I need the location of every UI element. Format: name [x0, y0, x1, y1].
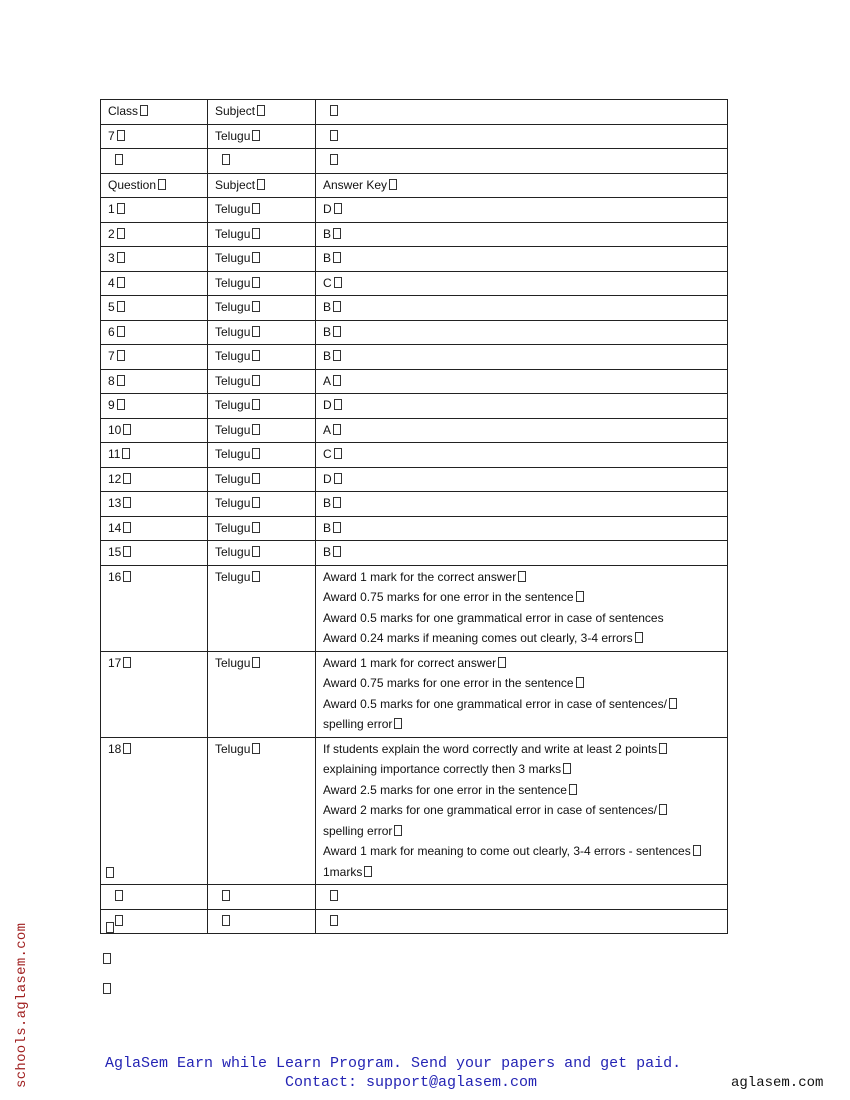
answer-line-text: B [323, 226, 332, 241]
class-cell [101, 173, 208, 198]
subject-cell-text: Telugu [215, 422, 251, 437]
table-row [101, 320, 728, 345]
page-mark [103, 953, 111, 964]
question-number-cell-text: 2 [108, 226, 115, 241]
placeholder-glyph-icon [569, 784, 577, 795]
placeholder-glyph-icon [140, 105, 148, 116]
answer-key-cell [316, 492, 728, 517]
placeholder-glyph-icon [669, 698, 677, 709]
table-row [101, 369, 728, 394]
class-cell-text: Class [108, 104, 139, 118]
question-number-cell [101, 651, 208, 737]
placeholder-glyph-icon [117, 350, 125, 361]
placeholder-glyph-icon [252, 448, 260, 459]
answer-key-cell [316, 296, 728, 321]
answer-line-text: Award 1 mark for correct answer [323, 655, 497, 670]
answer-key-cell [316, 394, 728, 419]
subject-cell-text: Telugu [215, 202, 251, 216]
placeholder-glyph-icon [334, 448, 342, 459]
subject-cell [208, 222, 316, 247]
answer-line [323, 297, 727, 318]
answer-line [323, 653, 727, 674]
answer-line [323, 248, 727, 269]
answer-key-cell [316, 651, 728, 737]
answer-line [323, 518, 727, 539]
answer-line-text: B [323, 496, 332, 510]
question-number-cell-text: 7 [108, 349, 115, 363]
placeholder-glyph-icon [252, 375, 260, 386]
subject-cell [208, 271, 316, 296]
table-row [101, 296, 728, 321]
placeholder-glyph-icon [252, 228, 260, 239]
subject-cell-text: Telugu [215, 324, 251, 339]
page-mark [103, 983, 111, 994]
answer-line [323, 821, 727, 842]
answer-line-text: D [323, 202, 332, 216]
answer-key-table [100, 99, 728, 934]
placeholder-glyph-icon [252, 522, 260, 533]
placeholder-glyph-icon [334, 473, 342, 484]
table-row [101, 737, 728, 885]
answer-line [323, 759, 727, 780]
subject-cell [208, 418, 316, 443]
question-number-cell-text: 1 [108, 202, 115, 216]
subject-cell-text: Telugu [215, 398, 251, 412]
table-row [101, 492, 728, 517]
placeholder-glyph-icon [252, 399, 260, 410]
answer-line-text: Award 2 marks for one grammatical error in case of sentences/ [323, 803, 657, 817]
question-number-cell-text: 11 [108, 447, 121, 461]
placeholder-glyph-icon [252, 571, 260, 582]
footer-contact-text[interactable]: Contact: support@aglasem.com [285, 1074, 538, 1091]
subject-cell-text: Telugu [215, 471, 251, 486]
side-watermark: schools.aglasem.com [14, 922, 30, 1088]
subject-cell-text: Telugu [215, 569, 251, 584]
placeholder-glyph-icon [389, 179, 397, 190]
answer-line-text: If students explain the word correctly and write at least 2 points [323, 741, 658, 756]
placeholder-glyph-icon [364, 866, 372, 877]
empty-cell [208, 909, 316, 934]
subject-cell-text: Telugu [215, 226, 251, 241]
placeholder-glyph-icon [252, 326, 260, 337]
placeholder-glyph-icon [123, 657, 131, 668]
answer-line-text: Award 1 mark for meaning to come out clearly, 3-4 errors - sentences [323, 844, 691, 858]
placeholder-glyph-icon [334, 399, 342, 410]
answer-line-text: spelling error [323, 717, 393, 731]
subject-cell [208, 369, 316, 394]
class-cell-text: Question [108, 177, 157, 192]
placeholder-glyph-icon [333, 301, 341, 312]
answer-key-cell [316, 247, 728, 272]
question-number-cell [101, 467, 208, 492]
question-number-cell-text: 14 [108, 520, 122, 535]
empty-cell [316, 885, 728, 910]
subject-cell [208, 737, 316, 885]
placeholder-glyph-icon [330, 105, 338, 116]
question-number-cell-text: 17 [108, 655, 122, 670]
question-number-cell-text: 3 [108, 251, 115, 265]
answer-line-text: B [323, 349, 332, 363]
subject-cell-text: Telugu [215, 496, 251, 510]
subject-cell [208, 467, 316, 492]
question-number-cell-text: 15 [108, 545, 122, 559]
answer-line [323, 587, 727, 608]
answer-line [323, 224, 727, 245]
subject-cell-text: Telugu [215, 655, 251, 670]
question-number-cell [101, 737, 208, 885]
answer-line [323, 628, 727, 649]
answer-line [323, 493, 727, 514]
answer-line-text: D [323, 398, 332, 412]
answer-key-cell [316, 222, 728, 247]
answer-key-cell [316, 271, 728, 296]
empty-cell [316, 149, 728, 174]
class-cell [101, 124, 208, 149]
question-number-cell-text: 8 [108, 373, 115, 388]
empty-cell [316, 909, 728, 934]
placeholder-glyph-icon [252, 252, 260, 263]
question-number-cell [101, 418, 208, 443]
subject-cell [208, 198, 316, 223]
answer-line-text: 1marks [323, 864, 363, 879]
subject-cell [208, 443, 316, 468]
answer-key-cell [316, 369, 728, 394]
column-header-row [101, 173, 728, 198]
answer-line [323, 739, 727, 760]
subject-cell [208, 320, 316, 345]
answer-key-cell [316, 467, 728, 492]
placeholder-glyph-icon [394, 825, 402, 836]
table-row [101, 467, 728, 492]
answer-line [323, 542, 727, 563]
table-row [101, 541, 728, 566]
placeholder-glyph-icon [158, 179, 166, 190]
answer-line-text: A [323, 422, 332, 437]
question-number-cell [101, 320, 208, 345]
question-number-cell [101, 296, 208, 321]
answer-line-text: B [323, 300, 332, 314]
question-number-cell-text: 6 [108, 324, 115, 339]
answer-line-text: Award 0.24 marks if meaning comes out clearly, 3-4 errors [323, 631, 633, 645]
subject-cell-text: Subject [215, 104, 256, 118]
table-row [101, 247, 728, 272]
answer-key-cell [316, 516, 728, 541]
info-cell [316, 173, 728, 198]
answer-line [323, 567, 727, 588]
subject-cell-text: Telugu [215, 128, 251, 143]
placeholder-glyph-icon [576, 677, 584, 688]
placeholder-glyph-icon [576, 591, 584, 602]
subject-cell [208, 296, 316, 321]
question-number-cell-text: 9 [108, 398, 115, 412]
answer-line-text: B [323, 324, 332, 339]
answer-key-table-body [101, 100, 728, 934]
table-row [101, 222, 728, 247]
question-number-cell-text: 5 [108, 300, 115, 314]
empty-cell [101, 885, 208, 910]
question-number-cell [101, 565, 208, 651]
answer-line-text: B [323, 545, 332, 559]
empty-row [101, 909, 728, 934]
placeholder-glyph-icon [333, 522, 341, 533]
placeholder-glyph-icon [117, 326, 125, 337]
subject-cell-text: Telugu [215, 447, 251, 461]
subject-cell-text: Telugu [215, 300, 251, 314]
subject-cell-text: Subject [215, 177, 256, 192]
answer-key-cell [316, 345, 728, 370]
placeholder-glyph-icon [252, 277, 260, 288]
placeholder-glyph-icon [123, 497, 131, 508]
answer-line [323, 420, 727, 441]
placeholder-glyph-icon [635, 632, 643, 643]
subject-cell [208, 247, 316, 272]
placeholder-glyph-icon [330, 890, 338, 901]
placeholder-glyph-icon [333, 497, 341, 508]
empty-cell [101, 149, 208, 174]
placeholder-glyph-icon [117, 277, 125, 288]
header-row [101, 124, 728, 149]
placeholder-glyph-icon [123, 546, 131, 557]
subject-cell [208, 124, 316, 149]
subject-cell [208, 516, 316, 541]
placeholder-glyph-icon [222, 915, 230, 926]
subject-cell-text: Telugu [215, 275, 251, 290]
subject-cell-text: Telugu [215, 545, 251, 559]
table-row [101, 516, 728, 541]
footer-domain-link[interactable]: aglasem.com [731, 1075, 824, 1091]
placeholder-glyph-icon [123, 424, 131, 435]
placeholder-glyph-icon [117, 399, 125, 410]
answer-line [323, 800, 727, 821]
footer-promo-text: AglaSem Earn while Learn Program. Send your papers and get paid. [105, 1055, 682, 1072]
placeholder-glyph-icon [117, 301, 125, 312]
placeholder-glyph-icon [518, 571, 526, 582]
placeholder-glyph-icon [252, 130, 260, 141]
placeholder-glyph-icon [334, 203, 342, 214]
question-number-cell-text: 4 [108, 275, 115, 290]
answer-key-cell [316, 737, 728, 885]
placeholder-glyph-icon [659, 743, 667, 754]
table-row [101, 394, 728, 419]
table-row [101, 565, 728, 651]
answer-line [323, 673, 727, 694]
placeholder-glyph-icon [123, 473, 131, 484]
question-number-cell [101, 345, 208, 370]
placeholder-glyph-icon [122, 448, 130, 459]
subject-cell [208, 173, 316, 198]
answer-key-cell [316, 418, 728, 443]
subject-cell [208, 100, 316, 125]
placeholder-glyph-icon [498, 657, 506, 668]
table-row [101, 651, 728, 737]
placeholder-glyph-icon [252, 657, 260, 668]
subject-cell [208, 651, 316, 737]
placeholder-glyph-icon [333, 326, 341, 337]
placeholder-glyph-icon [257, 105, 265, 116]
placeholder-glyph-icon [123, 743, 131, 754]
subject-cell [208, 492, 316, 517]
placeholder-glyph-icon [252, 743, 260, 754]
placeholder-glyph-icon [330, 154, 338, 165]
placeholder-glyph-icon [123, 571, 131, 582]
placeholder-glyph-icon [117, 252, 125, 263]
empty-cell [208, 149, 316, 174]
placeholder-glyph-icon [659, 804, 667, 815]
answer-line-text: B [323, 251, 332, 265]
question-number-cell [101, 247, 208, 272]
placeholder-glyph-icon [333, 350, 341, 361]
page-mark [106, 867, 114, 878]
placeholder-glyph-icon [252, 301, 260, 312]
placeholder-glyph-icon [693, 845, 701, 856]
subject-cell-text: Telugu [215, 741, 251, 756]
empty-cell [316, 100, 728, 125]
question-number-cell [101, 271, 208, 296]
answer-key-cell [316, 198, 728, 223]
answer-key-cell [316, 443, 728, 468]
class-cell-text: 7 [108, 128, 115, 143]
question-number-cell [101, 541, 208, 566]
placeholder-glyph-icon [117, 375, 125, 386]
placeholder-glyph-icon [222, 154, 230, 165]
answer-line [323, 694, 727, 715]
empty-row [101, 885, 728, 910]
answer-line-text: B [323, 520, 332, 535]
question-number-cell-text: 18 [108, 741, 122, 756]
placeholder-glyph-icon [117, 130, 125, 141]
question-number-cell [101, 369, 208, 394]
answer-line-text: Award 0.75 marks for one error in the sentence [323, 676, 574, 690]
subject-cell-text: Telugu [215, 349, 251, 363]
question-number-cell [101, 516, 208, 541]
placeholder-glyph-icon [333, 252, 341, 263]
question-number-cell-text: 12 [108, 471, 122, 486]
answer-line [323, 444, 727, 465]
answer-line [323, 395, 727, 416]
answer-line-text: C [323, 447, 332, 461]
placeholder-glyph-icon [333, 546, 341, 557]
answer-line-text: Award 1 mark for the correct answer [323, 569, 517, 584]
answer-key-cell [316, 565, 728, 651]
placeholder-glyph-icon [123, 522, 131, 533]
answer-line [323, 862, 727, 883]
answer-line [323, 346, 727, 367]
answer-line [323, 273, 727, 294]
page-mark [106, 922, 114, 933]
empty-cell [101, 909, 208, 934]
subject-cell [208, 565, 316, 651]
placeholder-glyph-icon [330, 915, 338, 926]
subject-cell-text: Telugu [215, 520, 251, 535]
placeholder-glyph-icon [252, 473, 260, 484]
answer-line-text: Award 0.75 marks for one error in the sentence [323, 590, 574, 604]
answer-line-text: A [323, 373, 332, 388]
table-row [101, 271, 728, 296]
placeholder-glyph-icon [222, 890, 230, 901]
placeholder-glyph-icon [252, 546, 260, 557]
answer-line [323, 780, 727, 801]
empty-cell [208, 885, 316, 910]
placeholder-glyph-icon [333, 424, 341, 435]
answer-line-text: C [323, 275, 332, 290]
class-cell [101, 100, 208, 125]
answer-line-text: spelling error [323, 823, 393, 838]
placeholder-glyph-icon [563, 763, 571, 774]
table-row [101, 198, 728, 223]
question-number-cell [101, 198, 208, 223]
question-number-cell [101, 443, 208, 468]
question-number-cell-text: 13 [108, 496, 122, 510]
answer-line-text: Award 2.5 marks for one error in the sentence [323, 782, 567, 797]
answer-line-text: Award 0.5 marks for one grammatical error in case of sentences/ [323, 696, 667, 711]
question-number-cell-text: 10 [108, 422, 122, 437]
answer-line-text: D [323, 471, 332, 486]
placeholder-glyph-icon [333, 375, 341, 386]
subject-cell [208, 345, 316, 370]
answer-line [323, 371, 727, 392]
header-row [101, 149, 728, 174]
subject-cell [208, 394, 316, 419]
placeholder-glyph-icon [117, 228, 125, 239]
header-row [101, 100, 728, 125]
question-number-cell-text: 16 [108, 569, 122, 584]
answer-line [323, 322, 727, 343]
answer-key-cell [316, 320, 728, 345]
subject-cell-text: Telugu [215, 373, 251, 388]
answer-line [323, 469, 727, 490]
placeholder-glyph-icon [115, 154, 123, 165]
placeholder-glyph-icon [115, 890, 123, 901]
placeholder-glyph-icon [333, 228, 341, 239]
placeholder-glyph-icon [252, 497, 260, 508]
table-row [101, 418, 728, 443]
placeholder-glyph-icon [252, 350, 260, 361]
answer-line [323, 714, 727, 735]
answer-line [323, 199, 727, 220]
question-number-cell [101, 394, 208, 419]
answer-key-cell [316, 541, 728, 566]
question-number-cell [101, 222, 208, 247]
table-row [101, 443, 728, 468]
empty-cell [316, 124, 728, 149]
answer-line-text: explaining importance correctly then 3 marks [323, 762, 562, 776]
info-cell-text: Answer Key [323, 177, 388, 192]
placeholder-glyph-icon [252, 424, 260, 435]
answer-line [323, 608, 727, 629]
placeholder-glyph-icon [334, 277, 342, 288]
placeholder-glyph-icon [117, 203, 125, 214]
placeholder-glyph-icon [330, 130, 338, 141]
subject-cell [208, 541, 316, 566]
answer-line [323, 841, 727, 862]
placeholder-glyph-icon [394, 718, 402, 729]
placeholder-glyph-icon [252, 203, 260, 214]
subject-cell-text: Telugu [215, 251, 251, 265]
placeholder-glyph-icon [115, 915, 123, 926]
answer-line-text: Award 0.5 marks for one grammatical error in case of sentences [323, 610, 664, 625]
table-row [101, 345, 728, 370]
placeholder-glyph-icon [257, 179, 265, 190]
question-number-cell [101, 492, 208, 517]
